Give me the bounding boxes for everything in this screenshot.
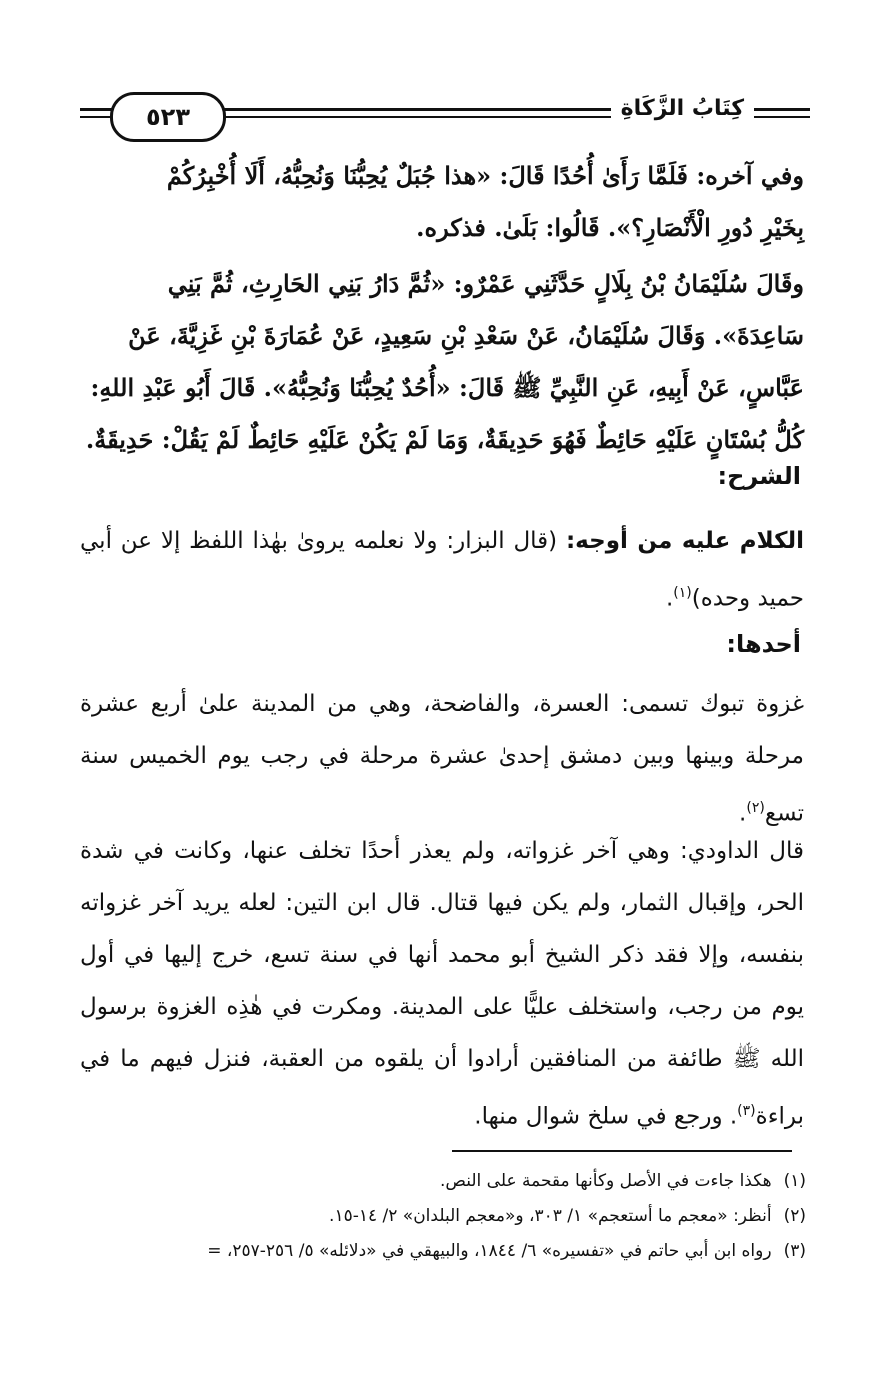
footnotes bbox=[36, 1164, 806, 1269]
hadith-line: وفي آخره: فَلَمَّا رَأَىٰ أُحُدًا قَالَ: «هذا جُبَلٌ يُحِبُّنَا وَنُحِبُّهُ، أَلَا أُخْبِرُكُمْ bbox=[166, 161, 804, 190]
paragraph-text: قال الداودي: وهي آخر غزواته، ولم يعذر أحدًا تخلف عنها، وكانت في شدة الحر، وإقبال الثمار، ولم يكن فيها قتال. قال ابن التين: لعله يريد آخر غزواته بنفسه، وإلا فقد ذكر الشيخ أبو محمد أنها في سنة تسع، خرج إليها في أول يوم من رجب، واستخلف عليًّا على المدينة. ومكرت في هٰذِه الغزوة برسول الله ﷺ طائفة من المنافقين أرادوا أن يلقوه من العقبة، فنزل فيهم ما في براءة bbox=[80, 838, 804, 1130]
hadith-line: سَاعِدَةَ». وَقَالَ سُلَيْمَانُ، عَنْ سَعْدِ بْنِ سَعِيدٍ، عَنْ عُمَارَةَ بْنِ غَزِيَّةَ، عَنْ bbox=[128, 321, 804, 350]
hadith-line: وقَالَ سُلَيْمَانُ بْنُ بِلَالٍ حَدَّثَنِي عَمْرٌو: «ثُمَّ دَارُ بَنِي الحَارِثِ، ثُمَّ بَنِي bbox=[167, 269, 804, 298]
footnote-item bbox=[36, 1164, 806, 1199]
intro-text: (قال البزار: ولا نعلمه يروىٰ بهٰذا اللفظ إلا عن أبي حميد وحده) bbox=[80, 528, 804, 612]
intro-paragraph: الكلام عليه من أوجه: (قال البزار: ولا نعلمه يروىٰ بهٰذا اللفظ إلا عن أبي حميد وحده)$^{(١)}$. bbox=[80, 528, 805, 612]
paragraph-2 bbox=[80, 825, 804, 1143]
footnote-text: هكذا جاءت في الأصل وكأنها مقحمة على النص. bbox=[439, 1171, 772, 1191]
paragraph-text: . ورجع في سلخ شوال منها. bbox=[474, 1103, 738, 1130]
footnote-text: أنظر: «معجم ما أستعجم» ١/ ٣٠٣، و«معجم البلدان» ٢/ ١٤-١٥. bbox=[329, 1206, 772, 1226]
paragraph-text: غزوة تبوك تسمى: العسرة، والفاضحة، وهي من المدينة علىٰ أربع عشرة مرحلة وبينها وبين دمشق إحدىٰ عشرة مرحلة في رجب يوم الخميس سنة تسع bbox=[80, 691, 804, 827]
page-header bbox=[80, 92, 810, 140]
footnote-marker: (٣) bbox=[737, 1103, 756, 1119]
hadith-block bbox=[80, 150, 804, 254]
hadith-line: عَبَّاسٍ، عَنْ أَبِيهِ، عَنِ النَّبِيِّ ﷺ قَالَ: «أُحُدٌ يُحِبُّنَا وَنُحِبُّهُ». قَالَ أَبُو عَبْدِ اللهِ: bbox=[90, 373, 804, 402]
footnote-number: (٢) bbox=[783, 1206, 806, 1226]
footnote-number: (٣) bbox=[783, 1241, 806, 1261]
intro-lead: الكلام عليه من أوجه: bbox=[565, 528, 805, 554]
aspect-heading: أحدها: bbox=[726, 630, 801, 658]
footnote-item bbox=[36, 1234, 806, 1269]
paragraph-1: غزوة تبوك تسمى: العسرة، والفاضحة، وهي من المدينة علىٰ أربع عشرة مرحلة وبينها وبين دمشق إحدىٰ عشرة مرحلة في رجب يوم الخميس سنة تسع$^{(٢)}$. bbox=[80, 691, 804, 827]
hadith-line: كُلُّ بُسْتَانٍ عَلَيْهِ حَائِطٌ فَهُوَ حَدِيقَةٌ، وَمَا لَمْ يَكُنْ عَلَيْهِ حَائِطٌ لَمْ يَقُلْ: حَدِيقَةٌ. bbox=[85, 425, 804, 454]
section-heading: الشرح: bbox=[717, 462, 801, 490]
page-number bbox=[110, 92, 226, 142]
hadith-line: بِخَيْرِ دُورِ الْأَنْصَارِ؟». قَالُوا: بَلَىٰ. فذكره. bbox=[416, 213, 804, 242]
page-number-text: ٥٢٣ bbox=[146, 103, 190, 131]
hadith-block bbox=[80, 258, 804, 466]
footnote-item bbox=[36, 1199, 806, 1234]
book-title: كِتَابُ الزَّكَاةِ bbox=[611, 96, 754, 121]
footnote-number: (١) bbox=[783, 1171, 806, 1191]
footnote-separator bbox=[452, 1150, 792, 1152]
footnote-marker: (٢) bbox=[746, 800, 765, 816]
footnote-marker: (١) bbox=[673, 585, 692, 601]
footnote-text: رواه ابن أبي حاتم في «تفسيره» ٦/ ١٨٤٤، والبيهقي في «دلائله» ٥/ ٢٥٦-٢٥٧، = bbox=[207, 1241, 772, 1261]
